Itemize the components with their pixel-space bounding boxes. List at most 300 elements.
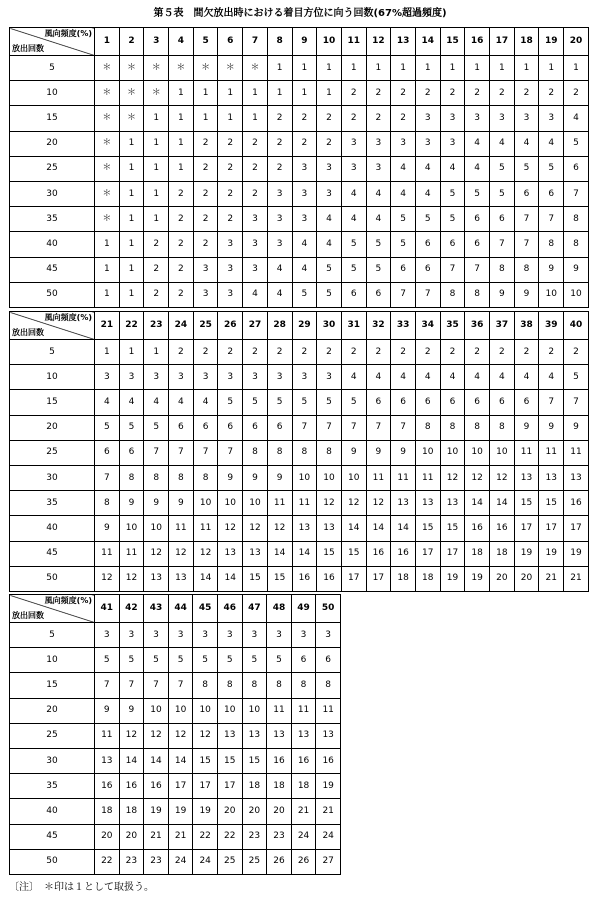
value-cell: 14 (193, 566, 218, 591)
value-cell: 11 (95, 723, 120, 748)
value-cell: 4 (366, 365, 391, 390)
release-count-cell: 15 (10, 673, 95, 698)
value-cell: 18 (415, 566, 440, 591)
table-row (10, 282, 589, 307)
value-cell: 7 (144, 673, 169, 698)
release-count-cell: 25 (10, 156, 95, 181)
value-cell: 9 (267, 465, 292, 490)
value-cell: 17 (193, 774, 218, 799)
value-cell: 4 (490, 365, 515, 390)
value-cell: 6 (490, 390, 515, 415)
value-cell: 4 (366, 181, 391, 206)
frequency-header-cell: 16 (465, 28, 490, 56)
value-cell: 5 (193, 648, 218, 673)
value-cell: 3 (267, 623, 292, 648)
release-count-cell: 40 (10, 232, 95, 257)
value-cell: 8 (539, 232, 564, 257)
value-cell: 12 (95, 566, 120, 591)
value-cell: 2 (490, 340, 515, 365)
value-cell: 12 (341, 491, 366, 516)
value-cell: 10 (242, 698, 267, 723)
table-row (10, 774, 341, 799)
value-cell: 4 (514, 365, 539, 390)
frequency-header-cell: 33 (391, 312, 416, 340)
release-count-cell: 45 (10, 824, 95, 849)
value-cell: 7 (95, 673, 120, 698)
value-cell: 5 (490, 181, 515, 206)
value-cell: ＊ (119, 56, 144, 81)
value-cell: 23 (242, 824, 267, 849)
value-cell: 3 (218, 365, 243, 390)
value-cell: 1 (169, 106, 194, 131)
value-cell: 10 (564, 282, 589, 307)
value-cell: 5 (391, 232, 416, 257)
value-cell: 11 (415, 465, 440, 490)
value-cell: 7 (564, 390, 589, 415)
value-cell: 5 (292, 390, 317, 415)
frequency-header-cell: 50 (316, 595, 341, 623)
value-cell: 5 (341, 257, 366, 282)
value-cell: 14 (465, 491, 490, 516)
value-cell: 1 (95, 282, 120, 307)
frequency-header-cell: 10 (317, 28, 342, 56)
value-cell: 10 (292, 465, 317, 490)
value-cell: 5 (218, 390, 243, 415)
value-cell: 1 (292, 56, 317, 81)
value-cell: ＊ (144, 81, 169, 106)
value-cell: 5 (564, 131, 589, 156)
value-cell: 15 (514, 491, 539, 516)
value-cell: 7 (539, 390, 564, 415)
value-cell: 7 (317, 415, 342, 440)
value-cell: 4 (415, 365, 440, 390)
release-count-cell: 20 (10, 415, 95, 440)
value-cell: 4 (292, 257, 317, 282)
value-cell: 8 (267, 673, 292, 698)
value-cell: 4 (465, 131, 490, 156)
value-cell: 1 (317, 56, 342, 81)
value-cell: 1 (95, 232, 120, 257)
value-cell: 14 (218, 566, 243, 591)
frequency-table-1 (9, 27, 589, 308)
value-cell: 5 (317, 257, 342, 282)
value-cell: 1 (243, 106, 268, 131)
value-cell: 5 (341, 390, 366, 415)
value-cell: 10 (490, 440, 515, 465)
value-cell: 7 (95, 465, 120, 490)
value-cell: 2 (218, 207, 243, 232)
frequency-header-cell: 4 (169, 28, 194, 56)
value-cell: 23 (267, 824, 292, 849)
value-cell: 15 (539, 491, 564, 516)
value-cell: 3 (217, 623, 242, 648)
value-cell: 10 (317, 465, 342, 490)
value-cell: 13 (291, 723, 316, 748)
value-cell: 12 (490, 465, 515, 490)
value-cell: 5 (217, 648, 242, 673)
value-cell: 17 (217, 774, 242, 799)
value-cell: 3 (144, 623, 169, 648)
value-cell: 13 (440, 491, 465, 516)
frequency-header-cell: 18 (514, 28, 539, 56)
frequency-header-cell: 7 (243, 28, 268, 56)
value-cell: 13 (95, 748, 120, 773)
value-cell: 9 (564, 415, 589, 440)
value-cell: 3 (193, 623, 218, 648)
value-cell: 4 (169, 390, 194, 415)
table-row (10, 541, 589, 566)
frequency-table-2 (9, 311, 589, 592)
value-cell: 15 (267, 566, 292, 591)
frequency-header-cell: 21 (95, 312, 120, 340)
value-cell: 5 (119, 648, 144, 673)
value-cell: 11 (366, 465, 391, 490)
frequency-header-cell: 28 (267, 312, 292, 340)
value-cell: 18 (391, 566, 416, 591)
value-cell: 16 (366, 541, 391, 566)
value-cell: 12 (119, 723, 144, 748)
table-row (10, 824, 341, 849)
value-cell: 2 (169, 340, 194, 365)
value-cell: ＊ (119, 81, 144, 106)
value-cell: 21 (168, 824, 193, 849)
value-cell: 2 (564, 340, 589, 365)
release-count-cell: 40 (10, 516, 95, 541)
value-cell: 6 (391, 257, 416, 282)
value-cell: 14 (391, 516, 416, 541)
value-cell: 1 (465, 56, 490, 81)
value-cell: 3 (218, 257, 243, 282)
value-cell: 11 (291, 698, 316, 723)
value-cell: 3 (267, 232, 292, 257)
value-cell: 12 (218, 516, 243, 541)
value-cell: 1 (144, 131, 169, 156)
value-cell: 5 (292, 282, 317, 307)
value-cell: 5 (317, 390, 342, 415)
value-cell: 5 (366, 257, 391, 282)
value-cell: 9 (490, 282, 515, 307)
value-cell: 1 (341, 56, 366, 81)
table-row (10, 623, 341, 648)
frequency-header-cell: 17 (490, 28, 515, 56)
table-row (10, 106, 589, 131)
wind-frequency-label: 風向頻度(%) (44, 29, 92, 38)
table-row (10, 566, 589, 591)
table-row (10, 340, 589, 365)
value-cell: 4 (514, 131, 539, 156)
value-cell: ＊ (95, 56, 120, 81)
frequency-header-cell: 8 (267, 28, 292, 56)
value-cell: 14 (292, 541, 317, 566)
frequency-header-cell: 3 (144, 28, 169, 56)
value-cell: 12 (169, 541, 194, 566)
value-cell: 4 (539, 131, 564, 156)
frequency-header-cell: 34 (415, 312, 440, 340)
value-cell: 8 (440, 282, 465, 307)
value-cell: 4 (564, 106, 589, 131)
value-cell: 15 (415, 516, 440, 541)
release-count-cell: 30 (10, 465, 95, 490)
value-cell: 16 (267, 748, 292, 773)
value-cell: 2 (218, 131, 243, 156)
value-cell: 7 (539, 207, 564, 232)
table-row (10, 799, 341, 824)
value-cell: 9 (539, 257, 564, 282)
value-cell: 13 (169, 566, 194, 591)
value-cell: 13 (539, 465, 564, 490)
value-cell: 2 (539, 340, 564, 365)
value-cell: 11 (119, 541, 144, 566)
value-cell: 18 (119, 799, 144, 824)
frequency-table-3 (9, 594, 341, 875)
value-cell: 2 (267, 106, 292, 131)
value-cell: 2 (564, 81, 589, 106)
value-cell: 2 (243, 340, 268, 365)
value-cell: 3 (95, 623, 120, 648)
frequency-header-cell: 1 (95, 28, 120, 56)
value-cell: 21 (291, 799, 316, 824)
value-cell: 24 (291, 824, 316, 849)
value-cell: 4 (465, 156, 490, 181)
value-cell: 16 (95, 774, 120, 799)
value-cell: 4 (95, 390, 120, 415)
value-cell: 8 (440, 415, 465, 440)
release-count-cell: 25 (10, 723, 95, 748)
value-cell: 8 (415, 415, 440, 440)
value-cell: 8 (243, 440, 268, 465)
value-cell: 3 (243, 257, 268, 282)
value-cell: 2 (169, 207, 194, 232)
value-cell: 6 (465, 390, 490, 415)
value-cell: 19 (144, 799, 169, 824)
value-cell: 12 (144, 723, 169, 748)
value-cell: 5 (415, 207, 440, 232)
value-cell: 7 (564, 181, 589, 206)
value-cell: 5 (514, 156, 539, 181)
value-cell: 14 (168, 748, 193, 773)
release-count-cell: 15 (10, 390, 95, 415)
value-cell: 6 (415, 232, 440, 257)
value-cell: 15 (440, 516, 465, 541)
value-cell: 2 (514, 81, 539, 106)
value-cell: 5 (144, 648, 169, 673)
value-cell: 1 (218, 81, 243, 106)
value-cell: 17 (168, 774, 193, 799)
value-cell: 19 (168, 799, 193, 824)
value-cell: 7 (193, 440, 218, 465)
value-cell: 7 (144, 440, 169, 465)
value-cell: 1 (317, 81, 342, 106)
value-cell: 7 (391, 415, 416, 440)
value-cell: 4 (317, 232, 342, 257)
value-cell: 3 (193, 257, 218, 282)
value-cell: 3 (391, 131, 416, 156)
value-cell: 4 (490, 131, 515, 156)
value-cell: 9 (341, 440, 366, 465)
value-cell: 7 (341, 415, 366, 440)
table-row (10, 390, 589, 415)
value-cell: 6 (193, 415, 218, 440)
value-cell: 19 (564, 541, 589, 566)
value-cell: 11 (514, 440, 539, 465)
value-cell: 3 (539, 106, 564, 131)
frequency-header-cell: 15 (440, 28, 465, 56)
release-count-cell: 50 (10, 849, 95, 874)
value-cell: 12 (193, 723, 218, 748)
frequency-header-cell: 26 (218, 312, 243, 340)
value-cell: 19 (465, 566, 490, 591)
value-cell: ＊ (95, 81, 120, 106)
frequency-header-cell: 22 (119, 312, 144, 340)
value-cell: 6 (391, 390, 416, 415)
release-count-cell: 10 (10, 81, 95, 106)
value-cell: 2 (144, 257, 169, 282)
value-cell: 9 (144, 491, 169, 516)
value-cell: 1 (193, 81, 218, 106)
value-cell: 18 (490, 541, 515, 566)
value-cell: 2 (415, 340, 440, 365)
frequency-header-cell: 24 (169, 312, 194, 340)
value-cell: 18 (95, 799, 120, 824)
value-cell: 12 (119, 566, 144, 591)
value-cell: 7 (218, 440, 243, 465)
value-cell: 10 (539, 282, 564, 307)
value-cell: 16 (564, 491, 589, 516)
value-cell: 1 (119, 232, 144, 257)
value-cell: 3 (341, 156, 366, 181)
value-cell: 2 (391, 81, 416, 106)
frequency-header-cell: 44 (168, 595, 193, 623)
frequency-header-cell: 27 (243, 312, 268, 340)
table-row (10, 81, 589, 106)
value-cell: 13 (316, 723, 341, 748)
value-cell: 13 (564, 465, 589, 490)
value-cell: 21 (564, 566, 589, 591)
value-cell: 7 (168, 673, 193, 698)
frequency-header-cell: 9 (292, 28, 317, 56)
value-cell: 8 (267, 440, 292, 465)
value-cell: 5 (366, 232, 391, 257)
value-cell: 7 (415, 282, 440, 307)
table-row (10, 673, 341, 698)
value-cell: 13 (243, 541, 268, 566)
frequency-header-cell: 36 (465, 312, 490, 340)
value-cell: 4 (366, 207, 391, 232)
release-count-cell: 45 (10, 257, 95, 282)
value-cell: 12 (465, 465, 490, 490)
value-cell: 9 (514, 282, 539, 307)
value-cell: ＊ (95, 181, 120, 206)
footnote: 〔注〕 ＊印は１として取扱う。 (9, 882, 154, 893)
table-row (10, 748, 341, 773)
value-cell: 2 (317, 340, 342, 365)
table-row (10, 491, 589, 516)
value-cell: 10 (218, 491, 243, 516)
value-cell: 3 (119, 365, 144, 390)
table-row (10, 232, 589, 257)
frequency-header-cell: 39 (539, 312, 564, 340)
value-cell: 1 (119, 282, 144, 307)
table-row (10, 207, 589, 232)
value-cell: 9 (119, 698, 144, 723)
value-cell: 15 (317, 541, 342, 566)
frequency-header-cell: 37 (490, 312, 515, 340)
value-cell: 22 (217, 824, 242, 849)
value-cell: 1 (366, 56, 391, 81)
value-cell: 7 (292, 415, 317, 440)
value-cell: 14 (119, 748, 144, 773)
value-cell: 1 (564, 56, 589, 81)
value-cell: 8 (564, 232, 589, 257)
value-cell: 1 (144, 340, 169, 365)
frequency-header-cell: 29 (292, 312, 317, 340)
value-cell: 2 (267, 340, 292, 365)
value-cell: 3 (169, 365, 194, 390)
value-cell: 13 (415, 491, 440, 516)
value-cell: 6 (415, 390, 440, 415)
release-count-cell: 30 (10, 181, 95, 206)
value-cell: 2 (267, 131, 292, 156)
release-count-cell: 35 (10, 491, 95, 516)
value-cell: 8 (317, 440, 342, 465)
value-cell: 1 (144, 156, 169, 181)
value-cell: 6 (539, 181, 564, 206)
value-cell: 8 (95, 491, 120, 516)
table-row (10, 365, 589, 390)
value-cell: 5 (440, 207, 465, 232)
value-cell: 5 (465, 181, 490, 206)
value-cell: 9 (95, 698, 120, 723)
value-cell: 13 (317, 516, 342, 541)
value-cell: 6 (465, 207, 490, 232)
value-cell: 6 (243, 415, 268, 440)
frequency-header-cell: 40 (564, 312, 589, 340)
header-row (10, 312, 589, 340)
value-cell: 2 (218, 340, 243, 365)
value-cell: 1 (218, 106, 243, 131)
value-cell: 1 (144, 106, 169, 131)
value-cell: 10 (168, 698, 193, 723)
release-count-cell: 10 (10, 365, 95, 390)
value-cell: 10 (119, 516, 144, 541)
value-cell: 11 (193, 516, 218, 541)
value-cell: 6 (341, 282, 366, 307)
value-cell: 6 (218, 415, 243, 440)
value-cell: 1 (267, 81, 292, 106)
value-cell: 1 (144, 181, 169, 206)
value-cell: 20 (119, 824, 144, 849)
value-cell: 5 (242, 648, 267, 673)
value-cell: 17 (366, 566, 391, 591)
frequency-header-cell: 48 (267, 595, 292, 623)
value-cell: 26 (291, 849, 316, 874)
value-cell: 2 (193, 340, 218, 365)
value-cell: 1 (243, 81, 268, 106)
value-cell: 27 (316, 849, 341, 874)
value-cell: 18 (267, 774, 292, 799)
value-cell: 11 (267, 698, 292, 723)
frequency-header-cell: 25 (193, 312, 218, 340)
value-cell: 8 (564, 207, 589, 232)
value-cell: 16 (119, 774, 144, 799)
table-row (10, 698, 341, 723)
value-cell: 17 (514, 516, 539, 541)
value-cell: 17 (539, 516, 564, 541)
value-cell: 1 (119, 156, 144, 181)
value-cell: 2 (292, 340, 317, 365)
value-cell: 3 (292, 156, 317, 181)
value-cell: 11 (95, 541, 120, 566)
